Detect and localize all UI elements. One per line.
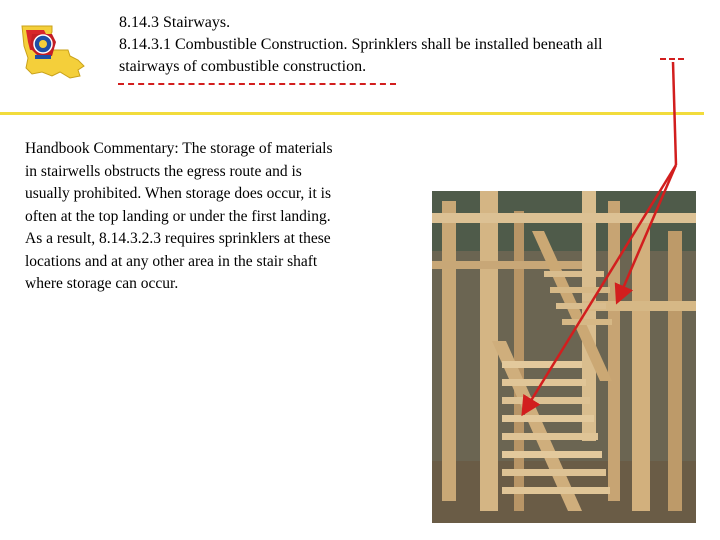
yellow-divider [0,112,704,115]
handbook-commentary [25,138,405,296]
code-section-header [119,12,679,78]
commentary-line: often at the top landing or under the first landing. [25,207,331,225]
louisiana-fire-marshal-logo-icon [18,20,88,82]
commentary-line: in stairwells obstructs the egress route and is [25,162,302,180]
commentary-line: Handbook Commentary: The storage of materials [25,140,333,157]
stair-framing-photo [432,191,696,523]
commentary-line: usually prohibited. When storage does occur, it is [25,185,332,202]
text-underline-annotation [118,83,396,85]
section-text-line-1: 8.14.3.1 Combustible Construction. Sprinklers shall be installed beneath all [119,36,603,53]
text-underline-annotation-short [660,58,684,60]
commentary-line: locations and at any other area in the stair shaft [25,252,318,270]
commentary-line: As a result, 8.14.3.2.3 requires sprinklers at these [25,230,331,247]
section-title: 8.14.3 Stairways. [119,14,231,31]
commentary-line: where storage can occur. [25,275,179,292]
section-text-line-2: stairways of combustible construction. [119,58,367,75]
